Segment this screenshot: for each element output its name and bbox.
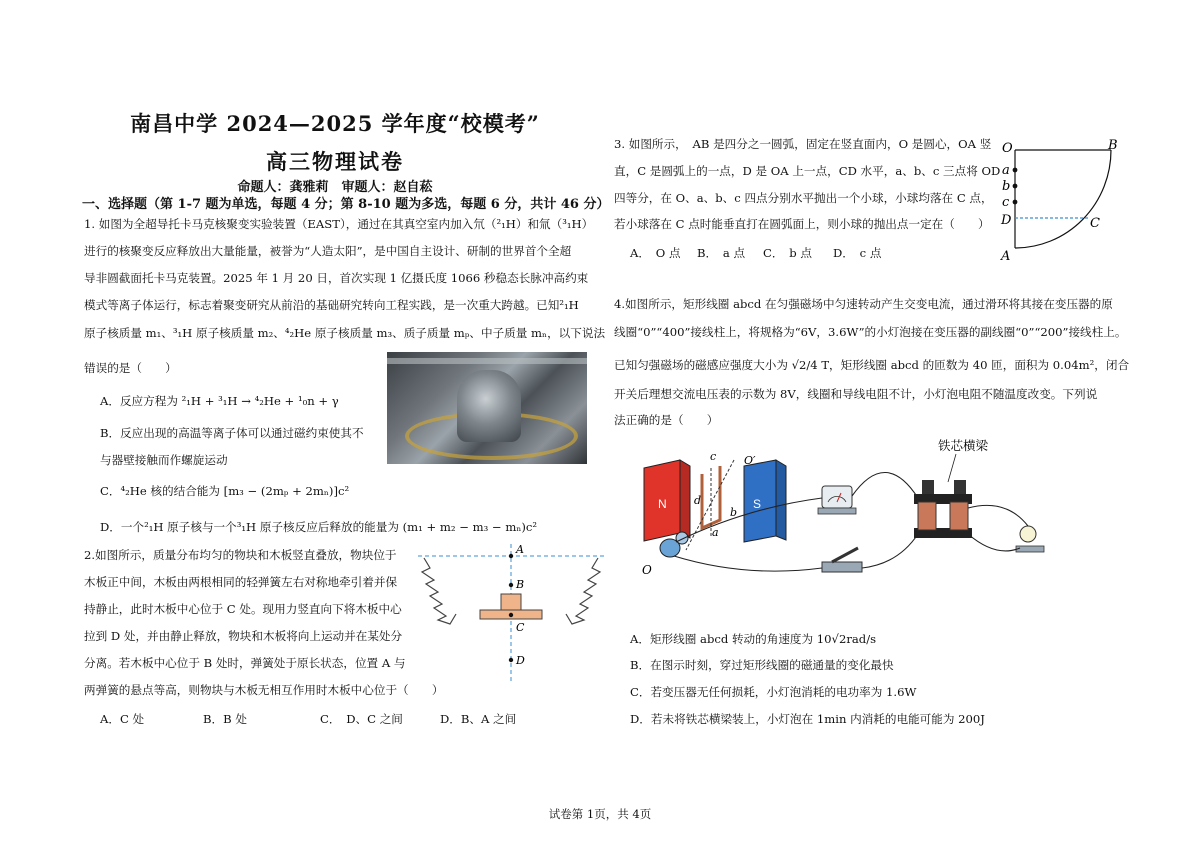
lamp bbox=[1020, 526, 1036, 542]
left-spring bbox=[422, 558, 456, 624]
label-b: b bbox=[730, 506, 738, 519]
q3-arc-figure bbox=[998, 136, 1128, 262]
q4-option-c[interactable]: C．若变压器无任何损耗，小灯泡消耗的电功率为 1.6W bbox=[630, 685, 917, 699]
label-d: D bbox=[516, 654, 525, 667]
q3-line-4: 若小球落在 C 点时能垂直打在圆弧面上，则小球的抛出点一定在（ ） bbox=[614, 217, 990, 231]
label-a-point: a bbox=[1002, 163, 1010, 178]
q3-option-c[interactable]: C． b 点 bbox=[763, 246, 812, 260]
label-d: D bbox=[1001, 213, 1012, 228]
q1-line-2: 进行的核聚变反应释放出大量能量，被誉为“人造太阳”，是中国自主设计、研制的世界首个全超 bbox=[84, 244, 572, 258]
q2-line-4: 拉到 D 处，并由静止释放，物块和木板将向上运动并在某处分 bbox=[84, 629, 403, 643]
q2-option-b[interactable]: B．B 处 bbox=[203, 712, 247, 726]
q4-option-d[interactable]: D．若未将铁芯横梁装上，小灯泡在 1min 内消耗的电能可能为 200J bbox=[630, 712, 985, 726]
label-c: C bbox=[516, 621, 525, 634]
q4-line-3: 已知匀强磁场的磁感应强度大小为 √2/4 T，矩形线圈 abcd 的匝数为 40 匝，面积为 0.04m²，闭合 bbox=[614, 358, 1130, 372]
q4-generator-figure bbox=[636, 438, 1056, 588]
q4-option-b[interactable]: B．在图示时刻，穿过矩形线圈的磁通量的变化最快 bbox=[630, 658, 894, 672]
switch bbox=[822, 562, 862, 572]
q1-line-4: 模式等离子体运行，标志着聚变研究从前沿的基础研究转向工程实践，是一次重大跨越。已知²₁H bbox=[84, 298, 579, 312]
label-b-point: b bbox=[1002, 179, 1011, 194]
block bbox=[501, 594, 521, 610]
q4-line-1: 4.如图所示，矩形线圈 abcd 在匀强磁场中匀速转动产生交变电流，通过滑环将其接在变压器的原 bbox=[614, 297, 1113, 311]
q2-option-c[interactable]: C． D、C 之间 bbox=[320, 712, 403, 726]
q2-line-6: 两弹簧的悬点等高，则物块与木板无相互作用时木板中心位于（ ） bbox=[84, 683, 444, 697]
q1-option-d[interactable]: D．一个²₁H 原子核与一个³₁H 原子核反应后释放的能量为 (m₁ + m₂ − m₃ − mₙ)c² bbox=[100, 520, 538, 534]
quarter-arc bbox=[1015, 150, 1111, 248]
primary-coil bbox=[918, 502, 936, 530]
q4-line-5: 法正确的是（ ） bbox=[614, 413, 719, 427]
exam-subtitle: 高三物理试卷 bbox=[266, 149, 404, 174]
q1-line-6: 错误的是（ ） bbox=[84, 361, 177, 375]
q1-option-b[interactable]: B．反应出现的高温等离子体可以通过磁约束使其不 bbox=[100, 426, 364, 440]
q3-option-b[interactable]: B． a 点 bbox=[697, 246, 746, 260]
label-b: B bbox=[516, 578, 525, 591]
q1-line-3: 导非圆截面托卡马克装置。2025 年 1 月 20 日，首次实现 1 亿摄氏度 1066 秒稳态长脉冲高约束 bbox=[84, 271, 589, 285]
core-bar-label: 铁芯横梁 bbox=[938, 439, 989, 453]
q2-option-d[interactable]: D．B、A 之间 bbox=[440, 712, 517, 726]
q2-line-1: 2.如图所示，质量分布均匀的物块和木板竖直叠放，物块位于 bbox=[84, 548, 397, 562]
label-o-prime: O′ bbox=[744, 454, 756, 467]
q2-option-a[interactable]: A．C 处 bbox=[100, 712, 145, 726]
label-c-point: c bbox=[1002, 195, 1010, 210]
label-d: d bbox=[694, 494, 702, 507]
q3-option-d[interactable]: D． c 点 bbox=[833, 246, 882, 260]
section-heading: 一、选择题（第 1-7 题为单选，每题 4 分；第 8-10 题为多选，每题 6 分，共计 46 分） bbox=[82, 197, 610, 212]
q2-line-3: 持静止，此时木板中心位于 C 处。现用力竖直向下将木板中心 bbox=[84, 602, 402, 616]
page-footer: 试卷第 1页，共 4页 bbox=[548, 807, 652, 821]
label-a: a bbox=[712, 526, 719, 539]
q3-option-a[interactable]: A． O 点 bbox=[630, 246, 681, 260]
label-a: A bbox=[516, 543, 524, 556]
exam-authors: 命题人：龚雅莉 审题人：赵自菘 bbox=[237, 180, 433, 195]
q3-line-2: 直，C 是圆弧上的一点，D 是 OA 上一点，CD 水平，a、b、c 三点将 OD bbox=[614, 164, 1001, 178]
label-b: B bbox=[1108, 138, 1118, 153]
tokamak-photo bbox=[387, 352, 587, 464]
q3-line-1: 3. 如图所示， AB 是四分之一圆弧，固定在竖直面内，O 是圆心，OA 竖 bbox=[614, 137, 992, 151]
exam-title: 南昌中学 2024—2025 学年度“校模考” bbox=[130, 111, 540, 136]
voltmeter bbox=[822, 486, 852, 508]
q4-option-a[interactable]: A．矩形线圈 abcd 转动的角速度为 10√2rad/s bbox=[630, 632, 877, 646]
q2-line-5: 分离。若木板中心位于 B 处时，弹簧处于原长状态，位置 A 与 bbox=[84, 656, 406, 670]
q1-option-b-cont: 与器壁接触而作螺旋运动 bbox=[100, 453, 228, 467]
right-spring bbox=[566, 558, 600, 624]
label-a: A bbox=[1001, 249, 1011, 262]
label-o: O bbox=[1002, 141, 1013, 156]
q1-option-c[interactable]: C．⁴₂He 核的结合能为 [m₃ − (2mₚ + 2mₙ)]c² bbox=[100, 484, 350, 498]
q2-spring-figure bbox=[418, 536, 604, 686]
q4-line-2: 线圈“0”“400”接线柱上，将规格为“6V，3.6W”的小灯泡接在变压器的副线圈“0”“200”接线柱上。 bbox=[614, 325, 1127, 339]
label-o: O bbox=[642, 563, 652, 577]
secondary-coil bbox=[950, 502, 968, 530]
label-s: S bbox=[753, 497, 762, 511]
label-c: C bbox=[1090, 216, 1100, 231]
q2-line-2: 木板正中间，木板由两根相同的轻弹簧左右对称地牵引着并保 bbox=[84, 575, 398, 589]
q4-line-4: 开关后理想交流电压表的示数为 8V，线圈和导线电阻不计，小灯泡电阻不随温度改变。下列说 bbox=[614, 387, 1098, 401]
label-c: c bbox=[710, 450, 717, 463]
q1-option-a[interactable]: A．反应方程为 ²₁H + ³₁H → ⁴₂He + ¹₀n + γ bbox=[100, 394, 339, 408]
q3-line-3: 四等分，在 O、a、b、c 四点分别水平抛出一个小球，小球均落在 C 点， bbox=[614, 191, 993, 205]
q1-line-1: 1. 如图为全超导托卡马克核聚变实验装置（EAST），通过在其真空室内加入氘（²₁H）和氚（³₁H） bbox=[84, 217, 594, 231]
q1-line-5: 原子核质量 m₁、³₁H 原子核质量 m₂、⁴₂He 原子核质量 m₃、质子质量 mₚ、中子质量 mₙ，以下说法 bbox=[84, 326, 606, 340]
label-n: N bbox=[658, 497, 667, 511]
